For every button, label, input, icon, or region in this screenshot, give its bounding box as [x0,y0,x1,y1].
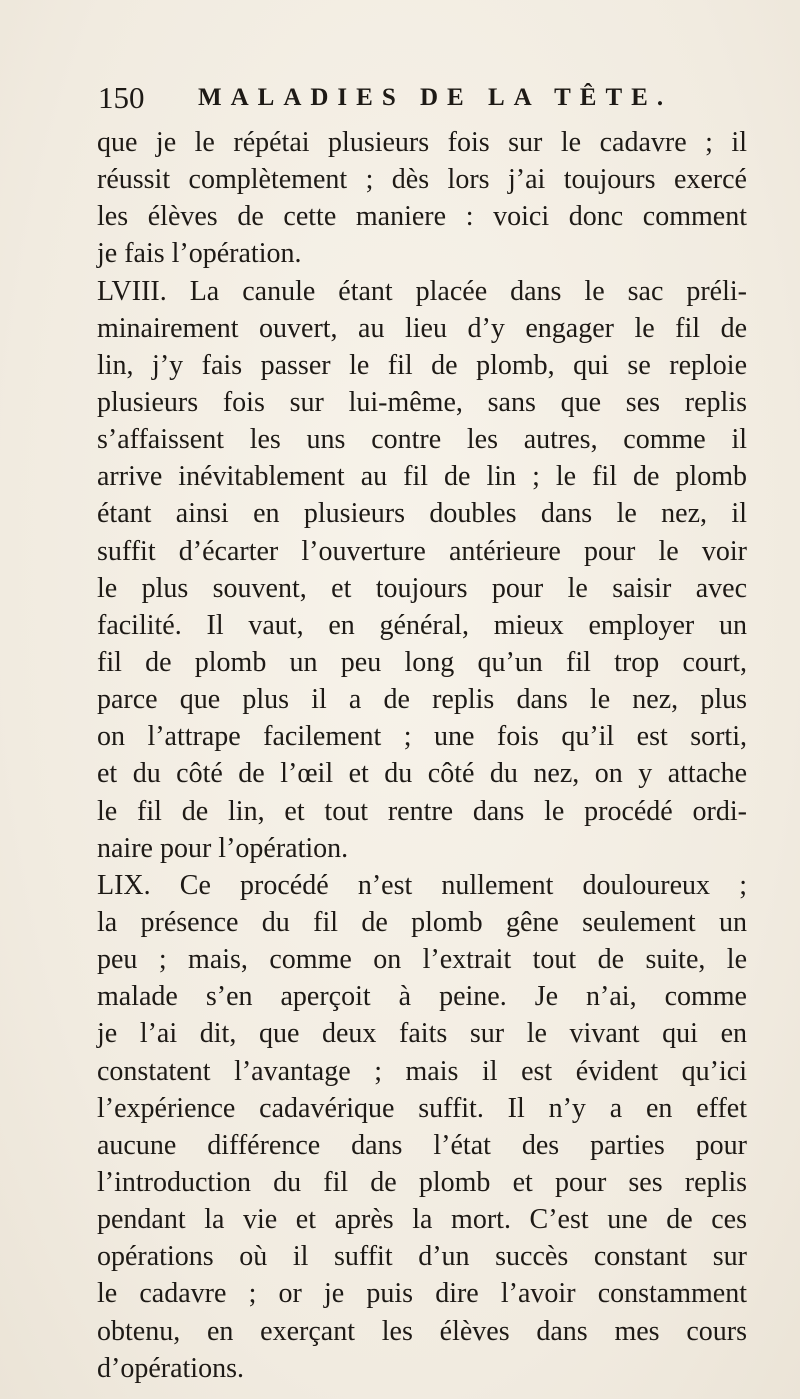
text-line: s’affaissent les uns contre les autres, comme il [97,424,747,456]
text-line: on l’attrape facilement ; une fois qu’il est sorti, [97,721,747,753]
text-line: parce que plus il a de replis dans le nez, plus [97,684,747,716]
text-line: peu ; mais, comme on l’extrait tout de suite, le [97,944,747,976]
text-line: l’introduction du fil de plomb et pour ses replis [97,1166,747,1198]
text-line: constatent l’avantage ; mais il est évident qu’ici [97,1055,747,1087]
text-line: étant ainsi en plusieurs doubles dans le nez, il [97,498,747,530]
text-line: pendant la vie et après la mort. C’est une de ces [97,1204,747,1236]
text-line: et du côté de l’œil et du côté du nez, on y attache [97,758,747,790]
text-line: réussit complètement ; dès lors j’ai toujours exercé [97,164,747,196]
text-line: les élèves de cette maniere : voici donc comment [97,201,747,233]
text-line: je l’ai dit, que deux faits sur le vivant qui en [97,1018,747,1050]
text-line: le plus souvent, et toujours pour le saisir avec [97,572,747,604]
text-line: fil de plomb un peu long qu’un fil trop court, [97,646,747,678]
text-line: naire pour l’opération. [97,832,349,864]
text-line: plusieurs fois sur lui-même, sans que ses replis [97,386,747,418]
text-line: aucune différence dans l’état des parties pour [97,1129,747,1161]
text-line: obtenu, en exerçant les élèves dans mes cours [97,1315,747,1347]
text-line: facilité. Il vaut, en général, mieux employer un [97,609,747,641]
text-line: le cadavre ; or je puis dire l’avoir constamment [97,1278,747,1310]
text-line: minairement ouvert, au lieu d’y engager le fil de [97,312,747,344]
text-line: lin, j’y fais passer le fil de plomb, qui se reploie [97,349,747,381]
text-line: suffit d’écarter l’ouverture antérieure pour le voir [97,535,747,567]
text-line: la présence du fil de plomb gêne seulement un [97,906,747,938]
text-line: arrive inévitablement au fil de lin ; le fil de plomb [97,461,747,493]
page-number: 150 [98,80,145,115]
text-line: que je le répétai plusieurs fois sur le cadavre ; il [97,127,747,158]
text-line: malade s’en aperçoit à peine. Je n’ai, comme [97,981,747,1013]
running-title: MALADIES DE LA TÊTE. [198,84,673,111]
text-line: opérations où il suffit d’un succès constant sur [97,1241,747,1273]
page-header [98,78,718,118]
text-line: l’expérience cadavérique suffit. Il n’y a en effet [97,1092,747,1124]
text-line: le fil de lin, et tout rentre dans le procédé ordi- [97,795,747,827]
text-line: d’opérations. [97,1352,244,1384]
body-text [97,124,747,1387]
text-line: LVIII. La canule étant placée dans le sac préli- [97,275,747,307]
text-line: LIX. Ce procédé n’est nullement douloureux ; [97,869,747,901]
text-line: je fais l’opération. [97,238,302,270]
